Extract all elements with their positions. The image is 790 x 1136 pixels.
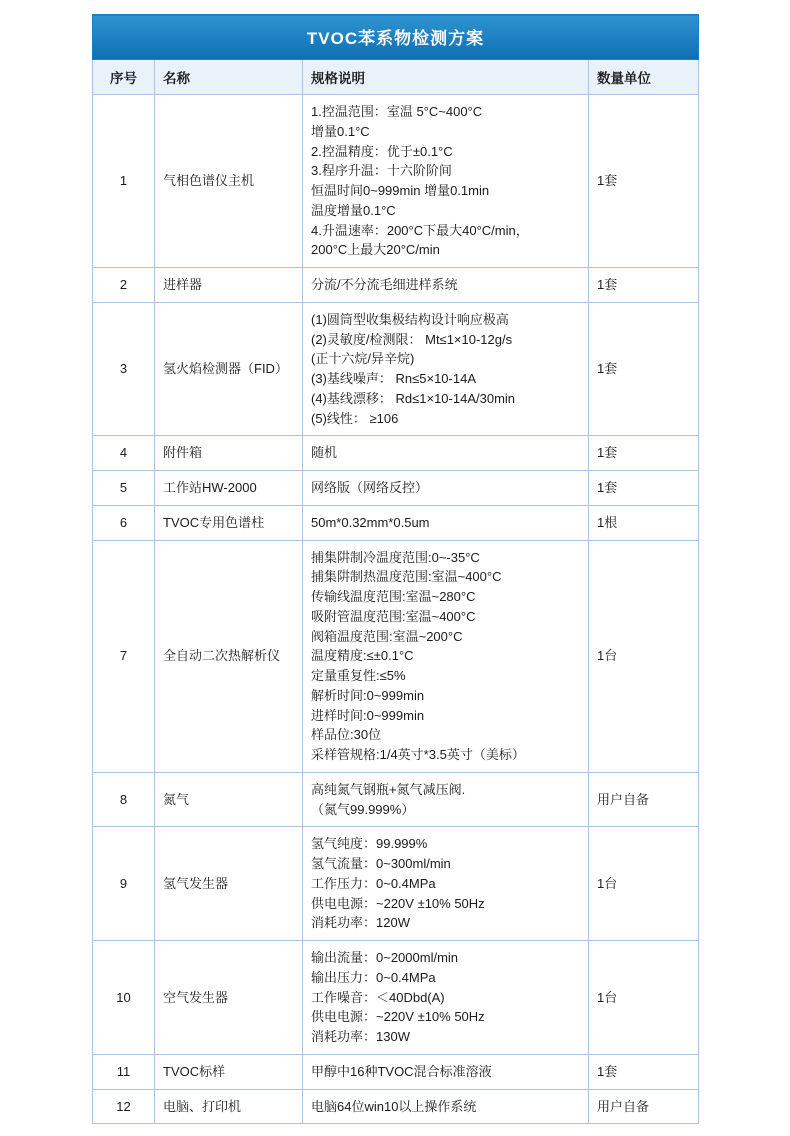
table-row [93, 772, 699, 827]
cell-qty: 用户自备 [589, 1089, 699, 1124]
cell-no: 7 [93, 540, 155, 772]
column-header-qty: 数量单位 [589, 60, 699, 95]
cell-no: 1 [93, 95, 155, 268]
cell-spec [303, 1054, 589, 1089]
spec-line: (5)线性： ≥106 [311, 410, 399, 426]
cell-no: 2 [93, 268, 155, 303]
cell-no: 10 [93, 941, 155, 1055]
page-title: TVOC苯系物检测方案 [93, 15, 699, 60]
spec-line: 输出流量：0~2000ml/min [311, 950, 459, 965]
cell-qty: 1根 [589, 505, 699, 540]
table-body [93, 95, 699, 1124]
spec-line: 工作噪音：＜40Dbd(A) [311, 989, 445, 1005]
cell-qty: 1套 [589, 1054, 699, 1089]
cell-qty: 1套 [589, 302, 699, 436]
spec-line: 进样时间:0~999min [311, 707, 425, 723]
spec-line: 网络版（网络反控） [311, 480, 429, 495]
spec-line: （氮气99.999%） [311, 801, 415, 817]
spec-line: (1)圆筒型收集极结构设计响应极高 [311, 311, 509, 327]
cell-qty: 1套 [589, 471, 699, 506]
spec-line: 随机 [311, 445, 338, 461]
cell-spec [303, 471, 589, 506]
table-row [93, 1089, 699, 1124]
table-header-row [93, 60, 699, 95]
cell-no: 11 [93, 1054, 155, 1089]
cell-spec [303, 941, 589, 1055]
spec-line: (2)灵敏度/检测限： Mt≤1×10-12g/s [311, 331, 513, 347]
cell-qty: 1套 [589, 436, 699, 471]
cell-spec [303, 436, 589, 471]
table-row [93, 95, 699, 268]
table-row [93, 436, 699, 471]
cell-name: 全自动二次热解析仪 [155, 540, 303, 772]
spec-line: 电脑64位win10以上操作系统 [311, 1098, 477, 1114]
cell-no: 9 [93, 827, 155, 941]
cell-no: 4 [93, 436, 155, 471]
spec-line: 分流/不分流毛细进样系统 [311, 277, 458, 292]
spec-line: 供电电源：~220V ±10% 50Hz [311, 1009, 485, 1025]
cell-name: 工作站HW-2000 [155, 471, 303, 506]
spec-line: 采样管规格:1/4英寸*3.5英寸（美标） [311, 747, 525, 762]
spec-line: 工作压力：0~0.4MPa [311, 875, 436, 891]
spec-line: 捕集阱制冷温度范围:0~-35°C [311, 549, 480, 565]
cell-no: 8 [93, 772, 155, 827]
table-row [93, 941, 699, 1055]
spec-line: 阀箱温度范围:室温~200°C [311, 628, 463, 644]
spec-line: 1.控温范围：室温 5°C~400°C [311, 104, 483, 119]
spec-line: 消耗功率：130W [311, 1029, 410, 1044]
cell-spec [303, 505, 589, 540]
spec-line: 温度精度:≤±0.1°C [311, 648, 414, 664]
cell-name: TVOC专用色谱柱 [155, 505, 303, 540]
cell-qty: 1套 [589, 268, 699, 303]
cell-name: 进样器 [155, 268, 303, 303]
spec-line: (3)基线噪声： Rn≤5×10-14A [311, 371, 476, 386]
spec-line: 吸附管温度范围:室温~400°C [311, 608, 476, 624]
cell-name: 附件箱 [155, 436, 303, 471]
spec-line: 氢气流量：0~300ml/min [311, 856, 451, 871]
cell-qty: 1台 [589, 540, 699, 772]
spec-line: 样品位:30位 [311, 727, 382, 743]
cell-qty: 1台 [589, 941, 699, 1055]
cell-name: 电脑、打印机 [155, 1089, 303, 1124]
cell-qty: 1台 [589, 827, 699, 941]
spec-line: 高纯氮气钢瓶+氮气减压阀. [311, 781, 466, 797]
spec-line: 200°C上最大20°C/min [311, 242, 440, 258]
cell-spec [303, 302, 589, 436]
spec-line: 增量0.1°C [311, 123, 370, 139]
cell-no: 12 [93, 1089, 155, 1124]
cell-name: TVOC标样 [155, 1054, 303, 1089]
cell-name: 空气发生器 [155, 941, 303, 1055]
table-row [93, 827, 699, 941]
specification-table [92, 14, 699, 1124]
cell-name: 氢气发生器 [155, 827, 303, 941]
spec-line: 恒温时间0~999min 增量0.1min [311, 183, 490, 198]
cell-spec [303, 772, 589, 827]
column-header-no: 序号 [93, 60, 155, 95]
table-row [93, 505, 699, 540]
cell-name: 氮气 [155, 772, 303, 827]
table-row [93, 540, 699, 772]
spec-line: 4.升温速率：200°C下最大40°C/min， [311, 222, 529, 238]
column-header-spec: 规格说明 [303, 60, 589, 95]
spec-line: 2.控温精度：优于±0.1°C [311, 143, 453, 159]
spec-line: 输出压力：0~0.4MPa [311, 969, 436, 985]
cell-name: 氢火焰检测器（FID） [155, 302, 303, 436]
table-row [93, 1054, 699, 1089]
spec-line: 氢气纯度：99.999% [311, 836, 428, 852]
cell-name: 气相色谱仪主机 [155, 95, 303, 268]
cell-spec [303, 1089, 589, 1124]
spec-line: 消耗功率：120W [311, 915, 410, 931]
cell-no: 6 [93, 505, 155, 540]
spec-line: 供电电源：~220V ±10% 50Hz [311, 895, 485, 911]
table-title-row [93, 15, 699, 60]
spec-line: 3.程序升温：十六阶阶间 [311, 163, 452, 179]
spec-line: (4)基线漂移： Rd≤1×10-14A/30min [311, 390, 516, 406]
cell-qty: 1套 [589, 95, 699, 268]
cell-spec [303, 95, 589, 268]
cell-no: 5 [93, 471, 155, 506]
spec-line: 温度增量0.1°C [311, 202, 396, 218]
spec-line: (正十六烷/异辛烷) [311, 351, 415, 367]
column-header-name: 名称 [155, 60, 303, 95]
spec-line: 甲醇中16种TVOC混合标准溶液 [311, 1063, 492, 1079]
spec-line: 捕集阱制热温度范围:室温~400°C [311, 569, 502, 585]
cell-spec [303, 540, 589, 772]
table-row [93, 268, 699, 303]
spec-line: 解析时间:0~999min [311, 687, 425, 703]
spec-line: 50m*0.32mm*0.5um [311, 514, 430, 530]
cell-qty: 用户自备 [589, 772, 699, 827]
cell-no: 3 [93, 302, 155, 436]
cell-spec [303, 268, 589, 303]
table-row [93, 302, 699, 436]
cell-spec [303, 827, 589, 941]
spec-line: 定量重复性:≤5% [311, 668, 406, 683]
spec-line: 传输线温度范围:室温~280°C [311, 589, 476, 604]
table-row [93, 471, 699, 506]
